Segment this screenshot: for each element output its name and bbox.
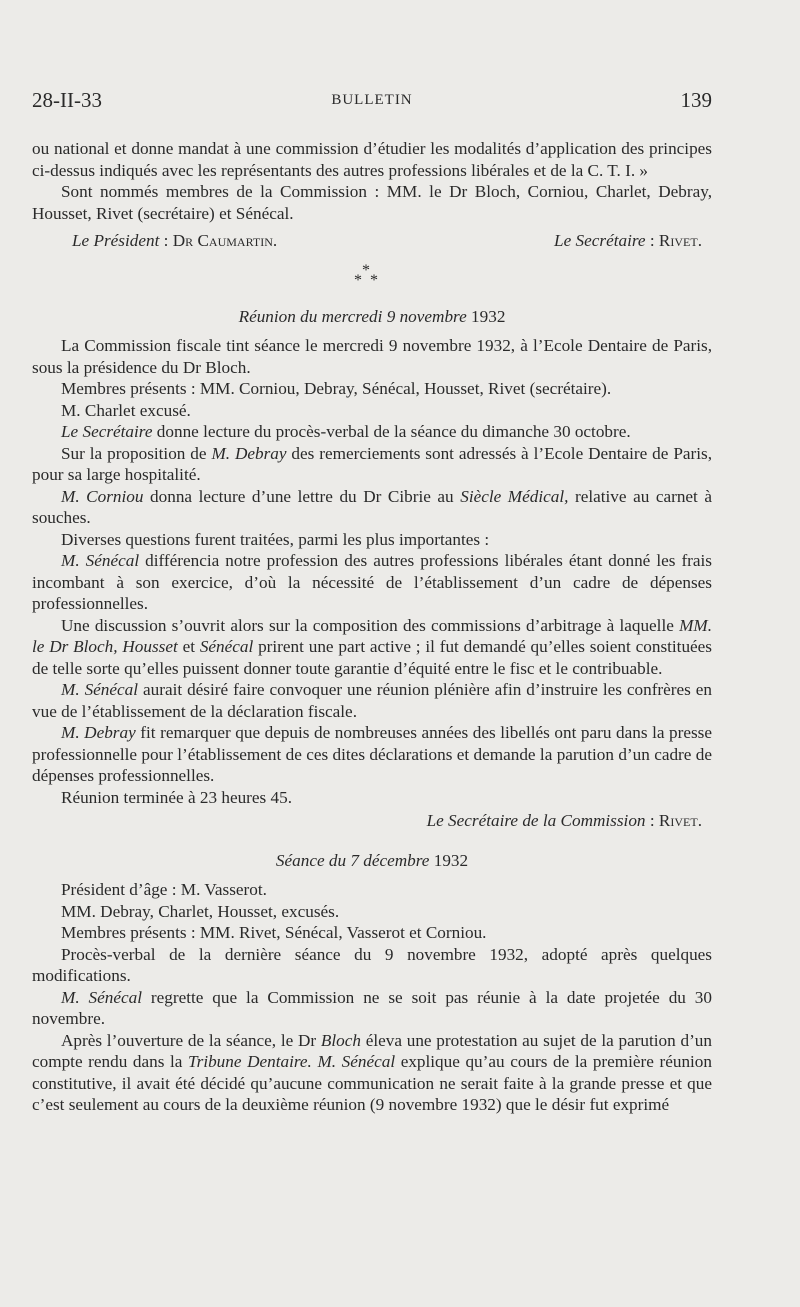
- paragraph: M. Sénécal différencia notre profession des autres professions libérales étant donné les frais incombant à son exercice, d’où la nécessité de l’établissement d’un cadre de dépenses professionnelles.: [32, 551, 712, 613]
- page-number: 139: [680, 88, 712, 112]
- meeting-heading: Séance du 7 décembre 1932: [275, 850, 469, 870]
- running-title: BULLETIN: [331, 92, 413, 108]
- paragraph: ou national et donne mandat à une commission d’étudier les modalités d’application des principes ci-dessus indiqués avec les représentants des autres professions libérales et de la C. T. I. »: [32, 139, 712, 180]
- paragraph: M. Charlet excusé.: [61, 400, 191, 420]
- paragraph: Le Secrétaire donne lecture du procès-verbal de la séance du dimanche 30 octobre.: [61, 422, 631, 441]
- paragraph: Membres présents : MM. Corniou, Debray, Sénécal, Housset, Rivet (secrétaire).: [61, 379, 612, 398]
- paragraph: M. Debray fit remarquer que depuis de nombreuses années des libellés ont paru dans la presse professionnelle pour l’établissement de ces dites déclarations et demande la parution d’un cadre de dépenses professionnelles.: [32, 723, 712, 785]
- page-body: [32, 138, 712, 1116]
- commission-secretary-signature: Le Secrétaire de la Commission : Rivet.: [426, 811, 702, 830]
- paragraph: La Commission fiscale tint séance le mercredi 9 novembre 1932, à l’Ecole Dentaire de Paris, sous la présidence du Dr Bloch.: [32, 336, 712, 377]
- issue-date: 28-II-33: [32, 88, 102, 112]
- paragraph: MM. Debray, Charlet, Housset, excusés.: [61, 901, 340, 921]
- asterisk-glyph: *: [362, 261, 370, 279]
- page-header: [32, 88, 712, 116]
- asterisk-glyph: *: [370, 271, 378, 289]
- paragraph: Après l’ouverture de la séance, le Dr Bloch éleva une protestation au sujet de la parution d’un compte rendu dans la Tribune Dentaire. M. Sénécal explique qu’au cours de la première réunion constitutive, il avait été décidé qu’aucune communication ne serait faite à la grande presse et que c’est seulement au cours de la deuxième réunion (9 novembre 1932) que le désir fut exprimé: [32, 1030, 712, 1114]
- paragraph: Réunion terminée à 23 heures 45.: [61, 787, 293, 807]
- paragraph: Président d’âge : M. Vasserot.: [61, 880, 267, 899]
- paragraph: Une discussion s’ouvrit alors sur la composition des commissions d’arbitrage à laquelle MM. le Dr Bloch, Housset et Sénécal prirent une part active ; il fut demandé qu’elles soient constituées de telle sorte qu’elles puissent donner toute garantie d’équité entre le fisc et le contribuable.: [32, 615, 713, 678]
- signature-line: [32, 230, 712, 252]
- paragraph: Membres présents : MM. Rivet, Sénécal, Vasserot et Corniou.: [61, 923, 487, 942]
- paragraph: Sur la proposition de M. Debray des remerciements sont adressés à l’Ecole Dentaire de Paris, pour sa large hospitalité.: [32, 443, 712, 484]
- asterisk-glyph: *: [354, 271, 362, 289]
- paragraph: Sont nommés membres de la Commission : MM. le Dr Bloch, Corniou, Charlet, Debray, Housset, Rivet (secrétaire) et Sénécal.: [32, 182, 712, 223]
- president-signature: Le Président : Dr Caumartin.: [72, 231, 278, 250]
- paragraph: Diverses questions furent traitées, parmi les plus importantes :: [61, 529, 490, 549]
- meeting-heading: Réunion du mercredi 9 novembre 1932: [238, 306, 506, 326]
- secretary-signature: Le Secrétaire : Rivet.: [554, 231, 702, 250]
- section-separator: [32, 258, 712, 292]
- paragraph: Procès-verbal de la dernière séance du 9 novembre 1932, adopté après quelques modifications.: [32, 944, 712, 985]
- paragraph: M. Corniou donna lecture d’une lettre du Dr Cibrie au Siècle Médical, relative au carnet à souches.: [32, 486, 713, 527]
- paragraph: M. Sénécal aurait désiré faire convoquer une réunion plénière afin d’instruire les confrères en vue de l’établissement de la déclaration fiscale.: [32, 680, 713, 721]
- paragraph: M. Sénécal regrette que la Commission ne se soit pas réunie à la date projetée du 30 novembre.: [32, 987, 712, 1028]
